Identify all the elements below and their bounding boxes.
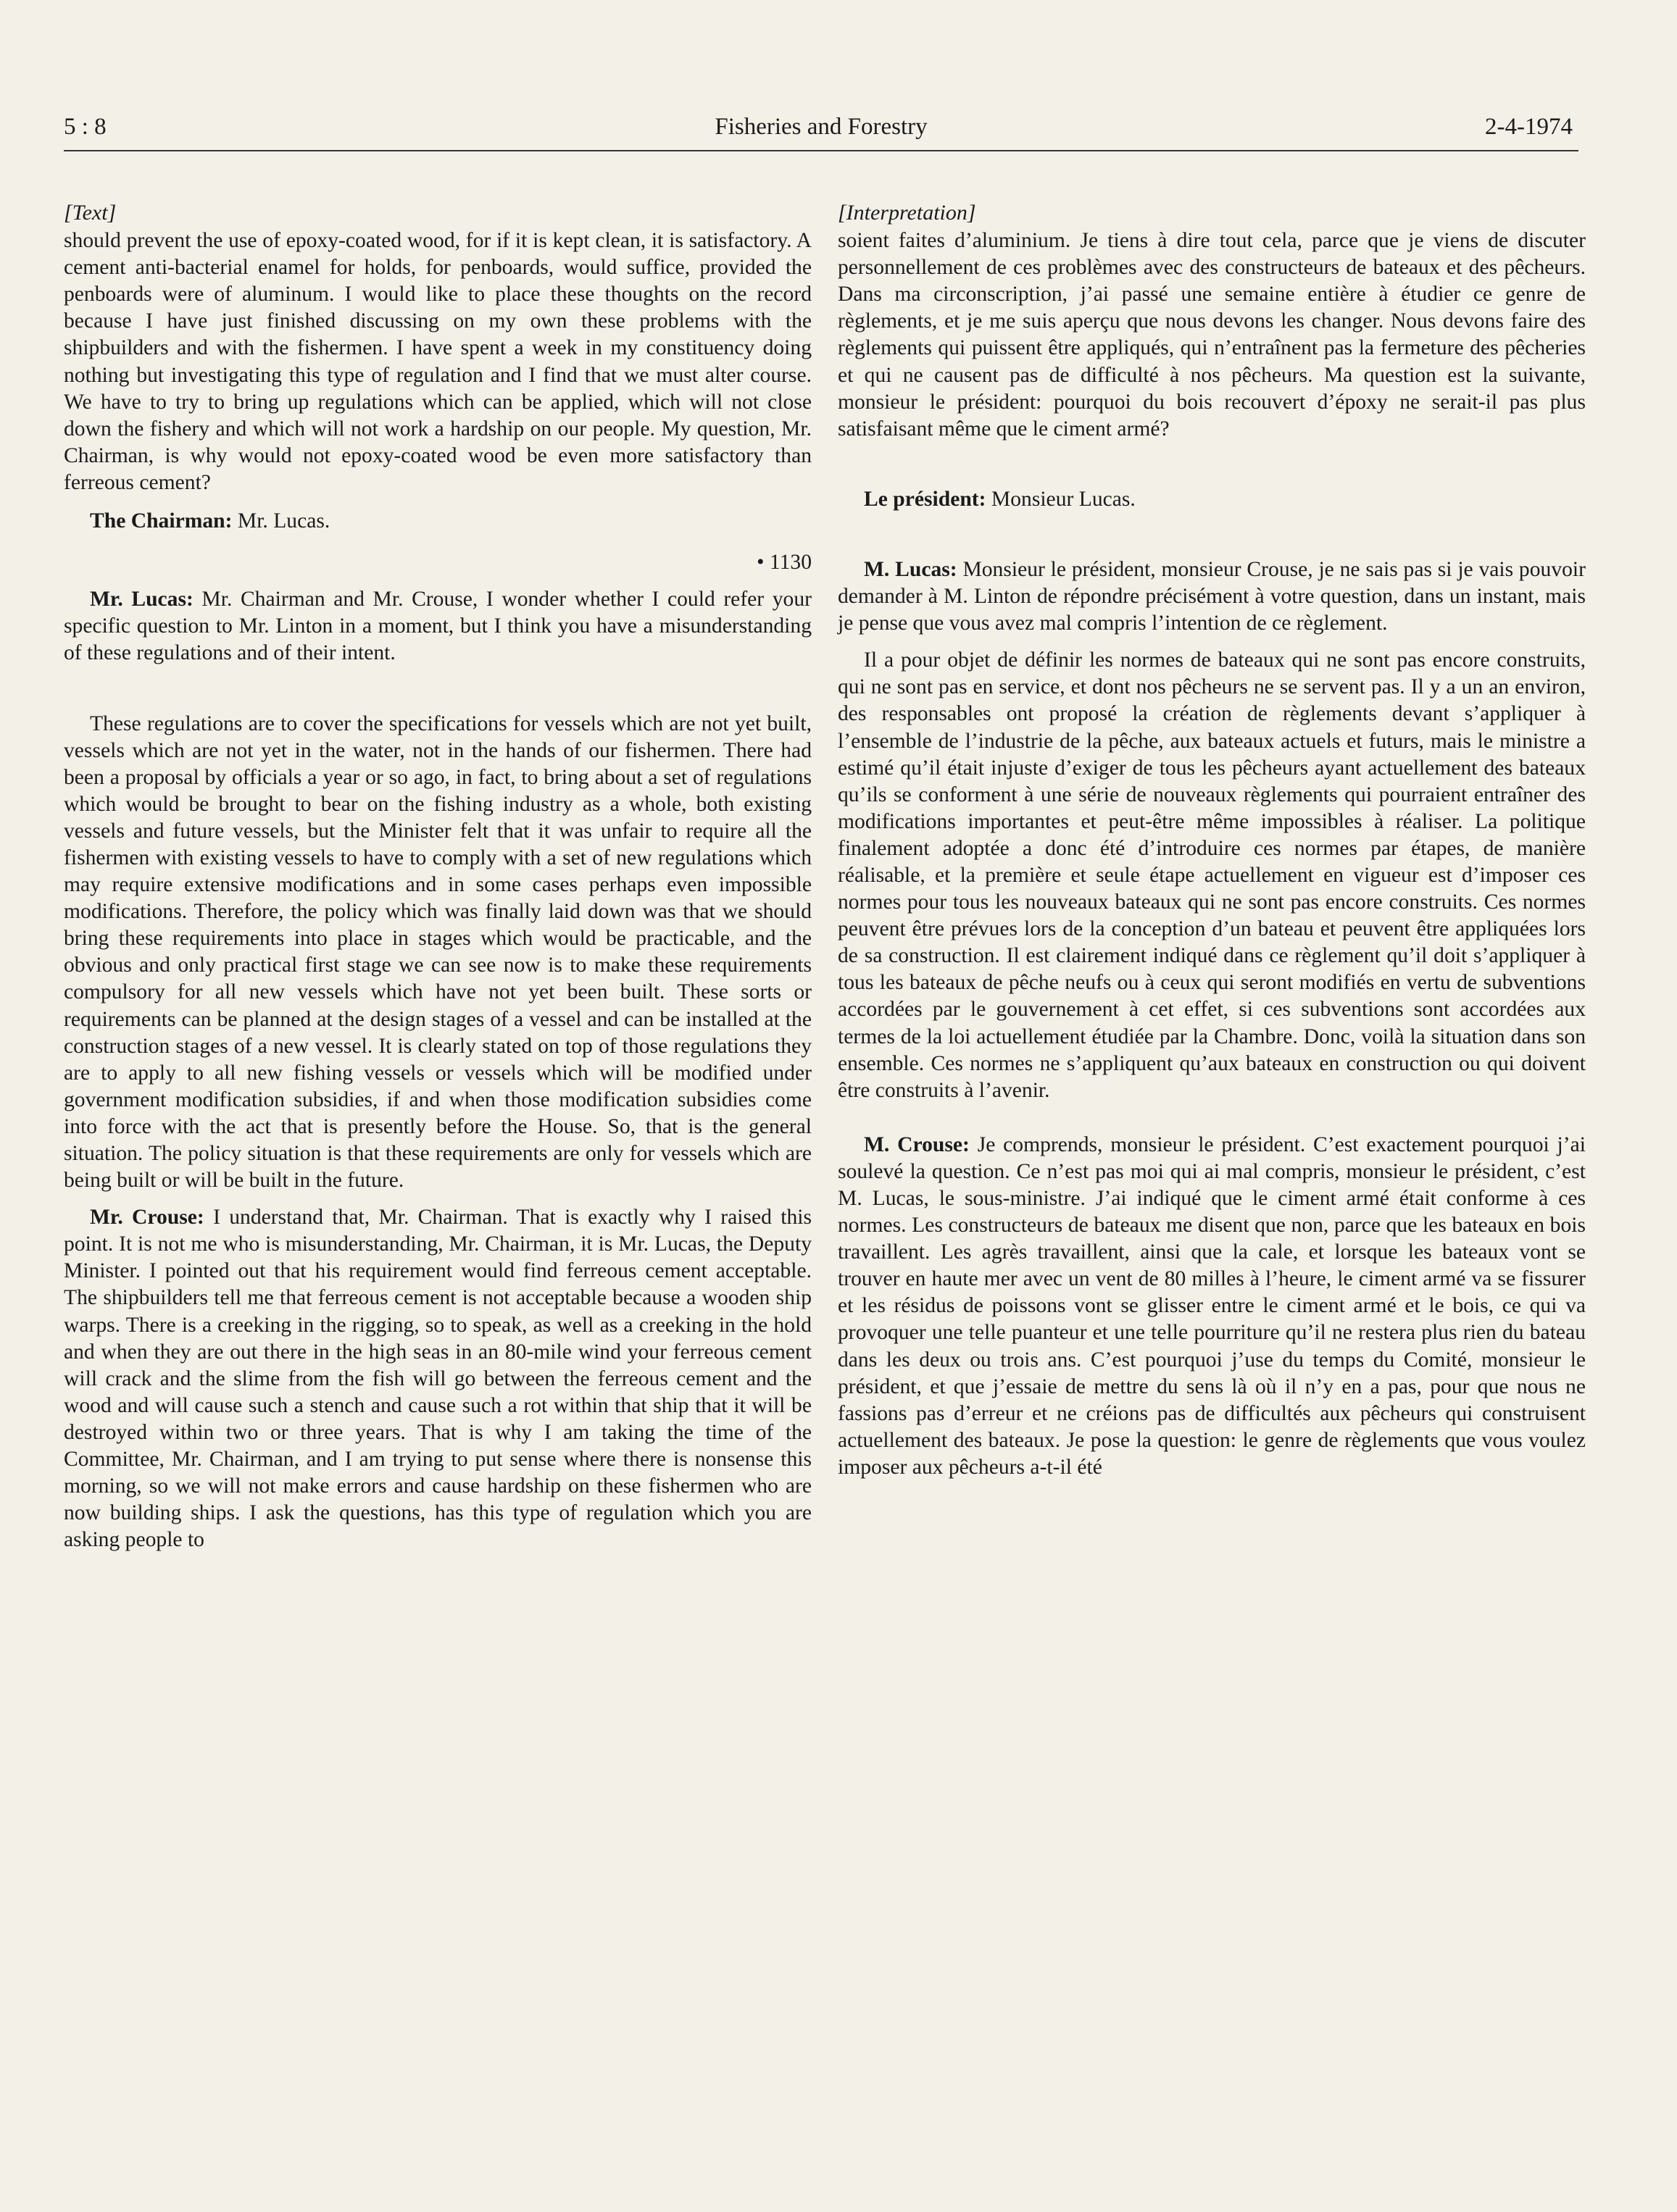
- paragraph-continued: should prevent the use of epoxy-coated wood, for if it is kept clean, it is satisfactory. A cement anti-bacterial enamel for holds, for penboards, would suffice, provided the penboards were of aluminum. I would like to place these thoughts on the record because I have just finished discussing on my own these problems with the shipbuilders and with the fishermen. I have spent a week in my constituency doing nothing but investigating this type of regulation and I find that we must alter course. We have to try to bring up regulations which can be applied, which will not close down the fishery and which will not work a hardship on our people. My question, Mr. Chairman, is why would not epoxy-coated wood be even more satisfactory than ferreous cement?: [64, 229, 812, 494]
- speaker-text: Mr. Lucas.: [232, 509, 330, 533]
- speaker-name: M. Crouse:: [864, 1132, 970, 1156]
- speaker-name: Le président:: [864, 487, 986, 511]
- speaker-text: Je comprends, monsieur le président. C’est exactement pourquoi j’ai soulevé la question. Ce n’est pas moi qui ai mal compris, monsieur le président, c’est M. Lucas, le sous-ministre. J’ai indiqué que le ciment armé était conforme à ces normes. Les constructeurs de bateaux me disent que non, parce que les bateaux en bois travaillent. Les agrès travaillent, ainsi que la cale, et lorsque les bateaux vont se trouver en haute mer avec un vent de 80 milles à l’heure, le ciment armé va se fissurer et les résidus de poissons vont se glisser entre le ciment armé et le bois, ce qui va provoquer une telle puanteur et une telle pourriture qu’il ne restera plus rien du bateau dans les deux ou trois ans. C’est pourquoi j’use du temps du Comité, monsieur le président, et que j’essaie de mettre du sens là où il n’y en a pas, pour que nous ne fassions pas d’erreur et ne créions pas de difficultés aux pêcheurs qui construisent actuellement des bateaux. Je pose la question: le genre de règlements que vous voulez imposer aux pêcheurs a-t-il été: [838, 1132, 1586, 1479]
- column-label-text: [Text]: [64, 201, 117, 225]
- page-number: 5 : 8: [64, 114, 107, 140]
- speaker-text: Mr. Chairman and Mr. Crouse, I wonder whether I could refer your specific question to Mr. Linton in a moment, but I think you have a misunderstanding of these regulations and of their intent.: [64, 588, 812, 665]
- crouse-statement: [838, 1132, 1586, 1481]
- speaker-name: Mr. Crouse:: [90, 1206, 204, 1230]
- french-column: [838, 199, 1586, 1481]
- english-column: [64, 199, 812, 1553]
- speaker-name: The Chairman:: [90, 509, 233, 533]
- time-marker: • 1130: [757, 551, 812, 575]
- chairman-line: [838, 486, 1586, 513]
- publication-title: Fisheries and Forestry: [715, 114, 928, 140]
- lucas-paragraph: Il a pour objet de définir les normes de bateaux qui ne sont pas encore construits, qui ne sont pas en service, et dont nos pêcheurs ne se servent pas. Il y a un an environ, des responsables ont proposé la création de règlements devant s’appliquer à l’ensemble de l’industrie de la pêche, aux bateaux actuels et futurs, mais le ministre a estimé qu’il était injuste d’exiger de tous les pêcheurs ayant actuellement des bateaux qu’ils se conforment à une série de nouveaux règlements qui pourraient entraîner des modifications importantes et peut-être même impossibles à réaliser. La politique finalement adoptée a donc été d’introduire ces normes par étapes, de manière réalisable, et la première et seule étape actuellement en vigueur est d’imposer ces normes pour tous les nouveaux bateaux qui ne sont pas encore construits. Ces normes peuvent être prévues lors de la conception d’un bateau et peuvent être appliquées lors de sa construction. Il est clairement indiqué dans ce règlement qu’il doit s’appliquer à tous les bateaux de pêche neufs ou à ceux qui seront modifiés en vertu de subventions accordées par le gouvernement à cet effet, si ces subventions sont accordées aux termes de la loi actuellement étudiée par la Chambre. Donc, voilà la situation dans son ensemble. Ces normes ne s’appliquent qu’aux bateaux en construction ou qui doivent être construits à l’avenir.: [838, 648, 1586, 1102]
- crouse-statement: [64, 1204, 812, 1553]
- speaker-name: Mr. Lucas:: [90, 588, 194, 612]
- chairman-line: [64, 508, 812, 535]
- header-date: 2-4-1974: [1485, 114, 1573, 140]
- paragraph-continued: soient faites d’aluminium. Je tiens à dire tout cela, parce que je viens de discuter personnellement de ces problèmes avec des constructeurs de bateaux et des pêcheurs. Dans ma circonscription, j’ai passé une semaine entière à étudier ce genre de règlements, et je me suis aperçu que nous devons les changer. Nous devons faire des règlements qui puissent être appliqués, qui n’entraînent pas la fermeture des pêcheries et qui ne causent pas de difficulté à nos pêcheurs. Ma question est la suivante, monsieur le président: pourquoi du bois recouvert d’époxy ne serait-il pas plus satisfaisant même que le ciment armé?: [838, 229, 1586, 441]
- lucas-statement: [838, 556, 1586, 637]
- lucas-statement: [64, 586, 812, 667]
- speaker-name: M. Lucas:: [864, 557, 957, 581]
- speaker-text: Monsieur Lucas.: [986, 487, 1136, 511]
- speaker-text: Monsieur le président, monsieur Crouse, je ne sais pas si je vais pouvoir demander à M. Linton de répondre précisément à votre question, dans un instant, mais je pense que vous avez mal compris l’intention de ce règlement.: [838, 557, 1586, 635]
- column-label-interpretation: [Interpretation]: [838, 201, 976, 225]
- lucas-paragraph: These regulations are to cover the specifications for vessels which are not yet built, vessels which are not yet in the water, not in the hands of our fishermen. There had been a proposal by officials a year or so ago, in fact, to bring about a set of regulations which would be brought to bear on the fishing industry as a whole, both existing vessels and future vessels, but the Minister felt that it was unfair to require all the fishermen with existing vessels to have to comply with a set of new regulations which may require extensive modifications and in some cases perhaps even impossible modifications. Therefore, the policy which was finally laid down was that we should bring these requirements into place in stages which would be practicable, and the obvious and only practical first stage we can see now is to make these requirements compulsory for all new vessels which have not yet been built. These sorts or requirements can be planned at the design stages of a vessel and can be installed at the construction stages of a new vessel. It is clearly stated on top of those regulations they are to apply to all new fishing vessels or vessels which will be modified under government modification subsidies, if and when those modification subsidies come into force with the act that is presently before the House. So, that is the general situation. The policy situation is that these requirements are only for vessels which are being built or will be built in the future.: [64, 711, 812, 1193]
- speaker-text: I understand that, Mr. Chairman. That is exactly why I raised this point. It is not me who is misunderstanding, Mr. Chairman, it is Mr. Lucas, the Deputy Minister. I pointed out that his requirement would find ferreous cement acceptable. The shipbuilders tell me that ferreous cement is not acceptable because a wooden ship warps. There is a creeking in the rigging, so to speak, as well as a creeking in the hold and when they are out there in the high seas in an 80-mile wind your ferreous cement will crack and the slime from the fish will go between the ferreous cement and the wood and will cause such a stench and cause such a rot within that ship that it will be destroyed within two or three years. That is why I am taking the time of the Committee, Mr. Chairman, and I am trying to put sense where there is nonsense this morning, so we will not make errors and cause hardship on these fishermen who are now building ships. I ask the questions, has this type of regulation which you are asking people to: [64, 1206, 812, 1552]
- running-header: [64, 112, 1578, 151]
